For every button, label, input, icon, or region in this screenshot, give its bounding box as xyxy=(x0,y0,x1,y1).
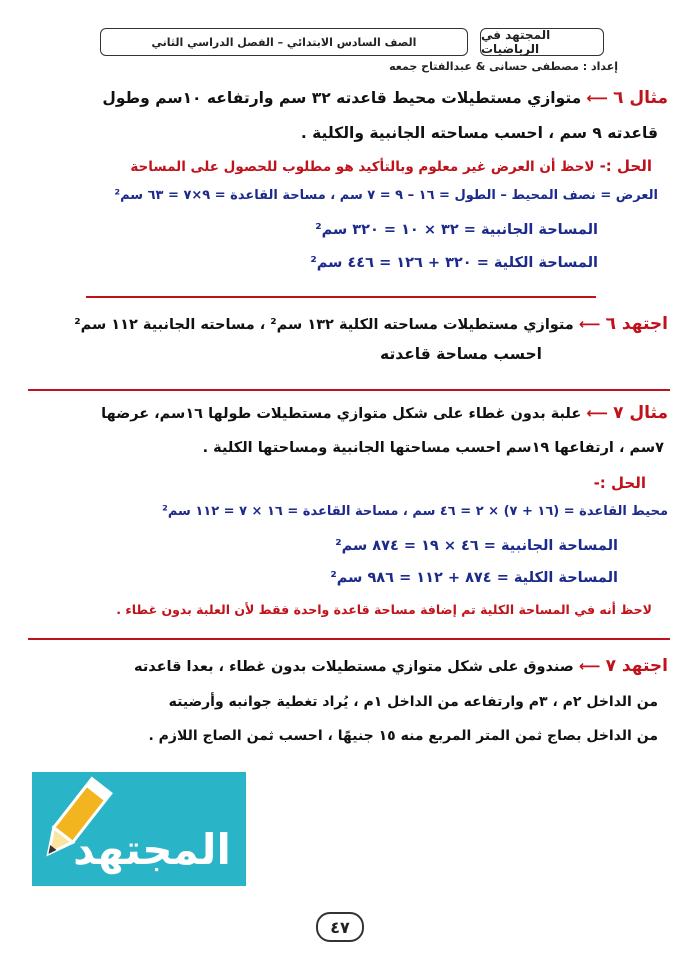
example6-line2: قاعدته ٩ سم ، احسب مساحته الجانبية والكلية . xyxy=(300,124,658,142)
example6-text1: متوازي مستطيلات محيط قاعدته ٣٢ سم وارتفاعه ١٠سم وطول xyxy=(102,89,582,107)
example6-step3: المساحة الكلية = ٣٢٠ + ١٢٦ = ٤٤٦ سم² xyxy=(310,255,598,271)
try7-line2: من الداخل ٢م ، ٣م وارتفاعه من الداخل ١م ، يُراد تغطية جوانبه وأرضيته xyxy=(168,694,658,710)
example7-line2: ٧سم ، ارتفاعها ١٩سم احسب مساحتها الجانبية ومساحتها الكلية . xyxy=(202,440,664,456)
try6-label: اجتهد ٦ xyxy=(605,314,668,334)
example7-step2: المساحة الجانبية = ٤٦ × ١٩ = ٨٧٤ سم² xyxy=(335,538,618,554)
logo-text: المجتهد xyxy=(73,825,231,874)
example7-line1: مثال ٧ ⟵ علبة بدون غطاء على شكل متوازي مستطيلات طولها ١٦سم، عرضها xyxy=(101,403,668,423)
example7-solution-label: الحل :- xyxy=(593,474,646,492)
example6-line1: مثال ٦ ⟵ متوازي مستطيلات محيط قاعدته ٣٢ سم وارتفاعه ١٠سم وطول xyxy=(102,88,668,108)
try6-text1: متوازي مستطيلات مساحته الكلية ١٣٢ سم² ، مساحته الجانبية ١١٢ سم² xyxy=(74,317,574,333)
try6-line2: احسب مساحة قاعدته xyxy=(380,345,542,363)
example6-note: لاحظ أن العرض غير معلوم وبالتأكيد هو مطلوب للحصول على المساحة xyxy=(130,159,595,175)
try7-line3: من الداخل بصاج ثمن المتر المربع منه ١٥ جنيهًا ، احسب ثمن الصاج اللازم . xyxy=(148,728,658,744)
page-number-badge xyxy=(316,912,364,942)
almogtahed-logo xyxy=(32,772,246,886)
example7-text1: علبة بدون غطاء على شكل متوازي مستطيلات طولها ١٦سم، عرضها xyxy=(101,406,582,422)
divider-full-1 xyxy=(28,389,670,391)
try7-label: اجتهد ٧ xyxy=(605,656,668,676)
grade-title: الصف السادس الابتدائي – الفصل الدراسي الثاني xyxy=(151,35,417,49)
example7-step1: محيط القاعدة = (١٦ + ٧) × ٢ = ٤٦ سم ، مساحة القاعدة = ١٦ × ٧ = ١١٢ سم² xyxy=(162,504,668,519)
example7-step3: المساحة الكلية = ٨٧٤ + ١١٢ = ٩٨٦ سم² xyxy=(330,570,618,586)
example6-solution-label: الحل :- xyxy=(599,157,652,175)
example7-note: لاحظ أنه في المساحة الكلية تم إضافة مساحة قاعدة واحدة فقط لأن العلبة بدون غطاء . xyxy=(116,602,652,617)
example7-label: مثال ٧ xyxy=(613,403,668,423)
divider-full-2 xyxy=(28,638,670,640)
pencil-icon xyxy=(32,772,246,886)
divider-short-1 xyxy=(86,296,596,298)
example6-label: مثال ٦ xyxy=(613,88,668,108)
grade-title-box xyxy=(100,28,468,56)
try6-line1: اجتهد ٦ ⟵ متوازي مستطيلات مساحته الكلية ١٣٢ سم² ، مساحته الجانبية ١١٢ سم² xyxy=(74,314,668,334)
subject-title-box xyxy=(480,28,604,56)
subject-title: المجتهد في الرياضيات xyxy=(481,28,551,56)
page-number: ٤٧ xyxy=(330,917,350,937)
example6-step1: العرض = نصف المحيط – الطول = ١٦ – ٩ = ٧ سم ، مساحة القاعدة = ٩×٧ = ٦٣ سم² xyxy=(114,188,658,203)
example6-step2: المساحة الجانبية = ٣٢ × ١٠ = ٣٢٠ سم² xyxy=(315,222,598,238)
author-line: إعداد : مصطفى حسانى & عبدالفتاح جمعه xyxy=(389,60,618,73)
try7-line1: اجتهد ٧ ⟵ صندوق على شكل متوازي مستطيلات بدون غطاء ، بعدا قاعدته xyxy=(134,656,668,676)
example6-note-line xyxy=(130,156,652,175)
try7-text1: صندوق على شكل متوازي مستطيلات بدون غطاء ، بعدا قاعدته xyxy=(134,659,574,675)
